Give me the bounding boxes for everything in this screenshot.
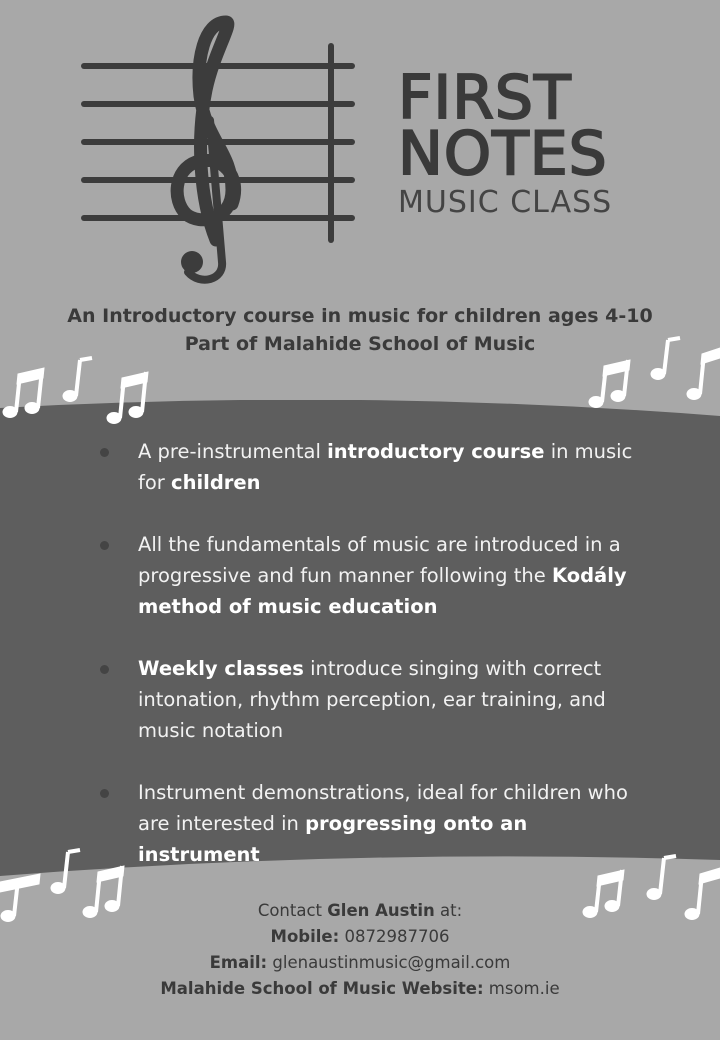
feature-emphasis: children <box>171 471 261 494</box>
feature-list <box>100 436 640 901</box>
mobile-label: Mobile: <box>270 927 340 946</box>
contact-email <box>0 950 720 976</box>
contact-intro-suffix: at: <box>434 901 463 920</box>
list-item <box>100 777 640 870</box>
website-label: Malahide School of Music Website: <box>160 979 484 998</box>
tagline-line-1: An Introductory course in music for children ages 4-10 <box>67 305 653 327</box>
contact-name: Glen Austin <box>327 901 435 920</box>
feature-emphasis: progressing onto an instrument <box>138 812 528 866</box>
email-value: glenaustinmusic@gmail.com <box>267 953 511 972</box>
feature-text: Instrument demonstrations, ideal for children who are interested in <box>138 781 628 835</box>
contact-block <box>0 898 720 1002</box>
contact-mobile <box>0 924 720 950</box>
list-item <box>100 529 640 622</box>
feature-text: introduce singing with correct intonation, rhythm perception, ear training, and music notation <box>138 657 606 742</box>
music-notes-icon <box>586 334 720 414</box>
contact-intro <box>0 898 720 924</box>
list-item <box>100 436 640 498</box>
feature-text: All the fundamentals of music are introduced in a progressive and fun manner following the <box>138 533 621 587</box>
brand-title <box>398 63 658 220</box>
brand-line-first: FIRST <box>398 63 572 133</box>
contact-intro-prefix: Contact <box>257 901 328 920</box>
contact-website <box>0 976 720 1002</box>
feature-text: A pre-instrumental <box>138 440 328 463</box>
feature-emphasis: Kodály method of music education <box>138 564 627 618</box>
feature-text: in music for <box>138 440 633 494</box>
feature-emphasis: introductory course <box>327 440 545 463</box>
mobile-value: 0872987706 <box>339 927 450 946</box>
tagline-line-2: Part of Malahide School of Music <box>184 333 536 355</box>
feature-emphasis: Weekly classes <box>138 657 304 680</box>
music-notes-icon <box>0 352 160 424</box>
brand-line-music-class: MUSIC CLASS <box>398 185 613 220</box>
email-label: Email: <box>209 953 268 972</box>
brand-line-notes: NOTES <box>398 119 608 189</box>
list-item <box>100 653 640 746</box>
website-value: msom.ie <box>483 979 560 998</box>
